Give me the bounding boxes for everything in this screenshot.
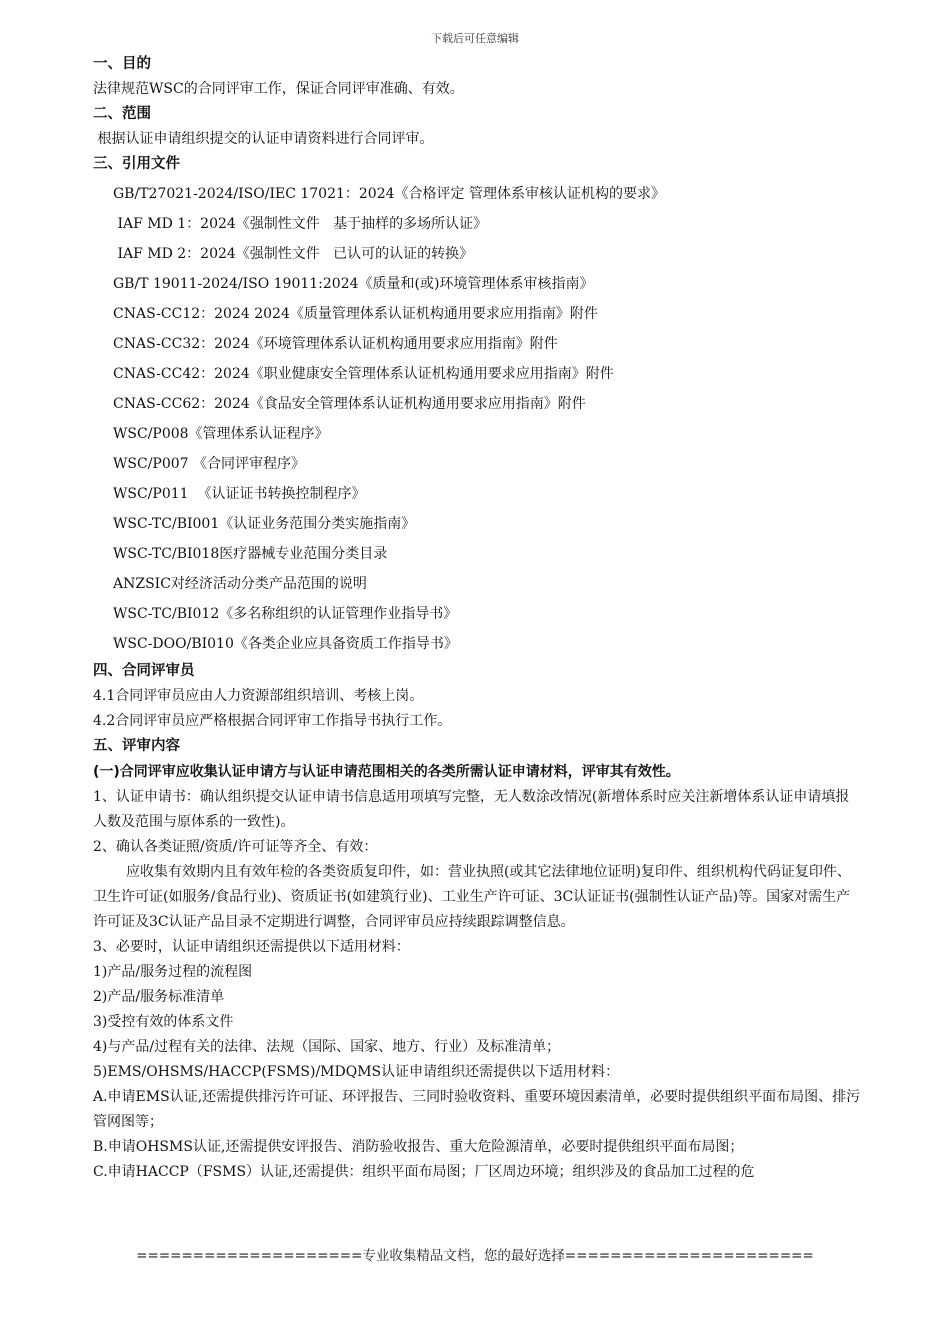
list-item: 2)产品/服务标准清单 <box>93 989 225 1005</box>
reference-item: WSC-TC/BI012《多名称组织的认证管理作业指导书》 <box>113 606 458 622</box>
list-item: 4)与产品/过程有关的法律、法规（国际、国家、地方、行业）及标准清单； <box>93 1039 561 1055</box>
reviewer-item: 4.2合同评审员应严格根据合同评审工作指导书执行工作。 <box>93 713 452 729</box>
reference-item: CNAS-CC32：2024《环境管理体系认证机构通用要求应用指南》附件 <box>113 336 558 352</box>
reference-item: WSC-TC/BI018医疗器械专业范围分类目录 <box>113 546 388 562</box>
reference-item: CNAS-CC42：2024《职业健康安全管理体系认证机构通用要求应用指南》附件 <box>113 366 614 382</box>
list-item: 5)EMS/OHSMS/HACCP(FSMS)/MDQMS认证申请组织还需提供以下适用材料： <box>93 1064 620 1080</box>
reference-item: WSC/P011 《认证证书转换控制程序》 <box>113 486 366 502</box>
page-footer: ====================专业收集精品文档，您的最好选择====================== <box>136 1248 814 1264</box>
scope-text: 根据认证申请组织提交的认证申请资料进行合同评审。 <box>93 131 434 147</box>
reference-list <box>93 177 861 659</box>
list-item: B.申请OHSMS认证,还需提供安评报告、消防验收报告、重大危险源清单，必要时提供组织平面布局图； <box>93 1139 744 1155</box>
list-item: C.申请HACCP（FSMS）认证,还需提供：组织平面布局图；厂区周边环境；组织涉及的食品加工过程的危 <box>93 1164 755 1180</box>
reference-item: GB/T 19011-2024/ISO 19011:2024《质量和(或)环境管理体系审核指南》 <box>113 276 594 292</box>
paragraph: 2、确认各类证照/资质/许可证等齐全、有效： <box>93 839 378 855</box>
paragraph: 应收集有效期内且有效年检的各类资质复印件，如：营业执照(或其它法律地位证明)复印件、组织机构代码证复印件、卫生许可证(如服务/食品行业)、资质证书(如建筑行业)、工业生产许可证、3C认证证书(强制性认证产品)等。国家对需生产许可证及3C认证产品目录不定期进行调整，合同评审员应持续跟踪调整信息。 <box>93 864 851 930</box>
page-header: 下载后可任意编辑 <box>431 32 519 45</box>
reference-item: WSC-DOO/BI010《各类企业应具备资质工作指导书》 <box>113 636 458 652</box>
purpose-text: 法律规范WSC的合同评审工作，保证合同评审准确、有效。 <box>93 81 464 97</box>
section-heading-reviewers: 四、合同评审员 <box>93 663 195 679</box>
reviewer-item: 4.1合同评审员应由人力资源部组织培训、考核上岗。 <box>93 688 424 704</box>
reference-item: IAF MD 1：2024《强制性文件 基于抽样的多场所认证》 <box>113 216 488 232</box>
list-item: 3)受控有效的体系文件 <box>93 1014 234 1030</box>
section-heading-purpose: 一、目的 <box>93 56 151 72</box>
section-heading-review-content: 五、评审内容 <box>93 738 180 754</box>
list-item: 1)产品/服务过程的流程图 <box>93 964 253 980</box>
list-item: A.申请EMS认证,还需提供排污许可证、环评报告、三同时验收资料、重要环境因素清单，必要时提供组织平面布局图、排污管网图等； <box>93 1089 861 1130</box>
reference-item: CNAS-CC12：2024 2024《质量管理体系认证机构通用要求应用指南》附件 <box>113 306 598 322</box>
subsection-heading: (一)合同评审应收集认证申请方与认证申请范围相关的各类所需认证申请材料，评审其有效性。 <box>93 764 680 780</box>
paragraph: 3、必要时，认证申请组织还需提供以下适用材料： <box>93 939 410 955</box>
reference-item: ANZSIC对经济活动分类产品范围的说明 <box>113 576 367 592</box>
section-heading-references: 三、引用文件 <box>93 156 180 172</box>
section-heading-scope: 二、范围 <box>93 106 151 122</box>
reference-item: WSC/P007 《合同评审程序》 <box>113 456 306 472</box>
reference-item: GB/T27021-2024/ISO/IEC 17021：2024《合格评定 管理体系审核认证机构的要求》 <box>113 186 665 202</box>
paragraph: 1、认证申请书：确认组织提交认证申请书信息适用项填写完整，无人数涂改情况(新增体系时应关注新增体系认证申请填报人数及范围与原体系的一致性)。 <box>93 789 850 830</box>
reference-item: IAF MD 2：2024《强制性文件 已认可的认证的转换》 <box>113 246 474 262</box>
document-body <box>93 52 861 1185</box>
reference-item: WSC-TC/BI001《认证业务范围分类实施指南》 <box>113 516 416 532</box>
reference-item: WSC/P008《管理体系认证程序》 <box>113 426 329 442</box>
reference-item: CNAS-CC62：2024《食品安全管理体系认证机构通用要求应用指南》附件 <box>113 396 586 412</box>
